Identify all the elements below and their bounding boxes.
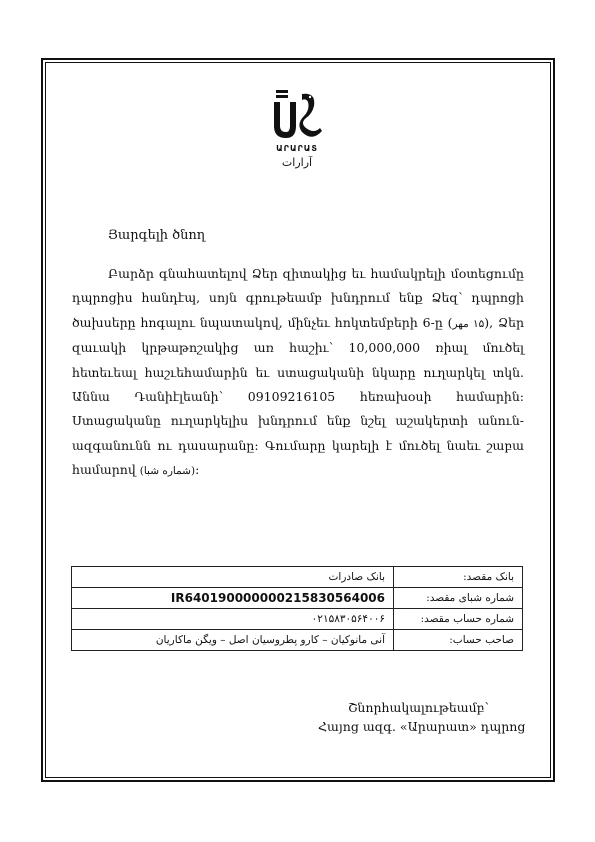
table-row [72,630,523,651]
bank-name-label: بانک مقصد: [394,567,523,588]
letter-body [72,262,524,484]
table-row [72,567,523,588]
logo-armenian-text: ԱՐԱՐԱՏ [276,144,318,153]
logo-persian-text: آرارات [281,156,313,169]
table-row [72,609,523,630]
account-number-value: ۰۲۱۵۸۳۰۵۶۴۰۰۶ [72,609,394,630]
body-text-part1: Բարձր գնահատելով Ձեր զիտակից եւ համակրելի մօտեցումը դպրոցիս հանդէպ, սոյն գրութեամբ խնդրում ենք Ձեզ՝ դպրոցի ծախսերը հոգալու նպատակով, մինչեւ հոկտեմբերի 6-ը ( [72,266,524,330]
bank-name-value: بانک صادرات [72,567,394,588]
account-holder-label: صاحب حساب: [394,630,523,651]
table-row [72,588,523,609]
sheba-label: شماره شبای مقصد: [394,588,523,609]
signature-school: Հայոց ազգ. «Արարատ» դպրոց [318,719,526,734]
body-persian-date: ۱۵ مهر [452,317,485,330]
letter-greeting: Յարգելի ծնող [108,228,206,243]
body-text-part2: ), Ձեր զաւակի կրթաթոշակից առ հաշիւ՝ 10,000,000 ռիալ մուծել հետեւեալ հաշւեհամարին եւ ստացականի նկարը ուղարկել տկն. Աննա Դանիէլեանի՝ 09109216105 հեռախօսի համարին: Ստացականը ուղարկելիս խնդրում ենք նշել աշակերտի անուն-ազգանունն ու դասարանը: Գումարը կարելի է մուծել նաեւ շաբա համարով [72,314,524,478]
signature-thanks: Շնորհակալութեամբ՝ [348,700,489,715]
body-persian-sheba: (شماره شبا) [139,465,196,478]
bank-details-table [71,566,523,651]
account-number-label: شماره حساب مقصد: [394,609,523,630]
account-holder-value: آنی مانوکیان – کارو پطروسیان اصل – ویگن ماکاریان [72,630,394,651]
body-text-end: : [195,462,200,478]
ararat-logo-icon [262,88,332,174]
sheba-value: IR640190000000215830564006 [72,588,394,609]
